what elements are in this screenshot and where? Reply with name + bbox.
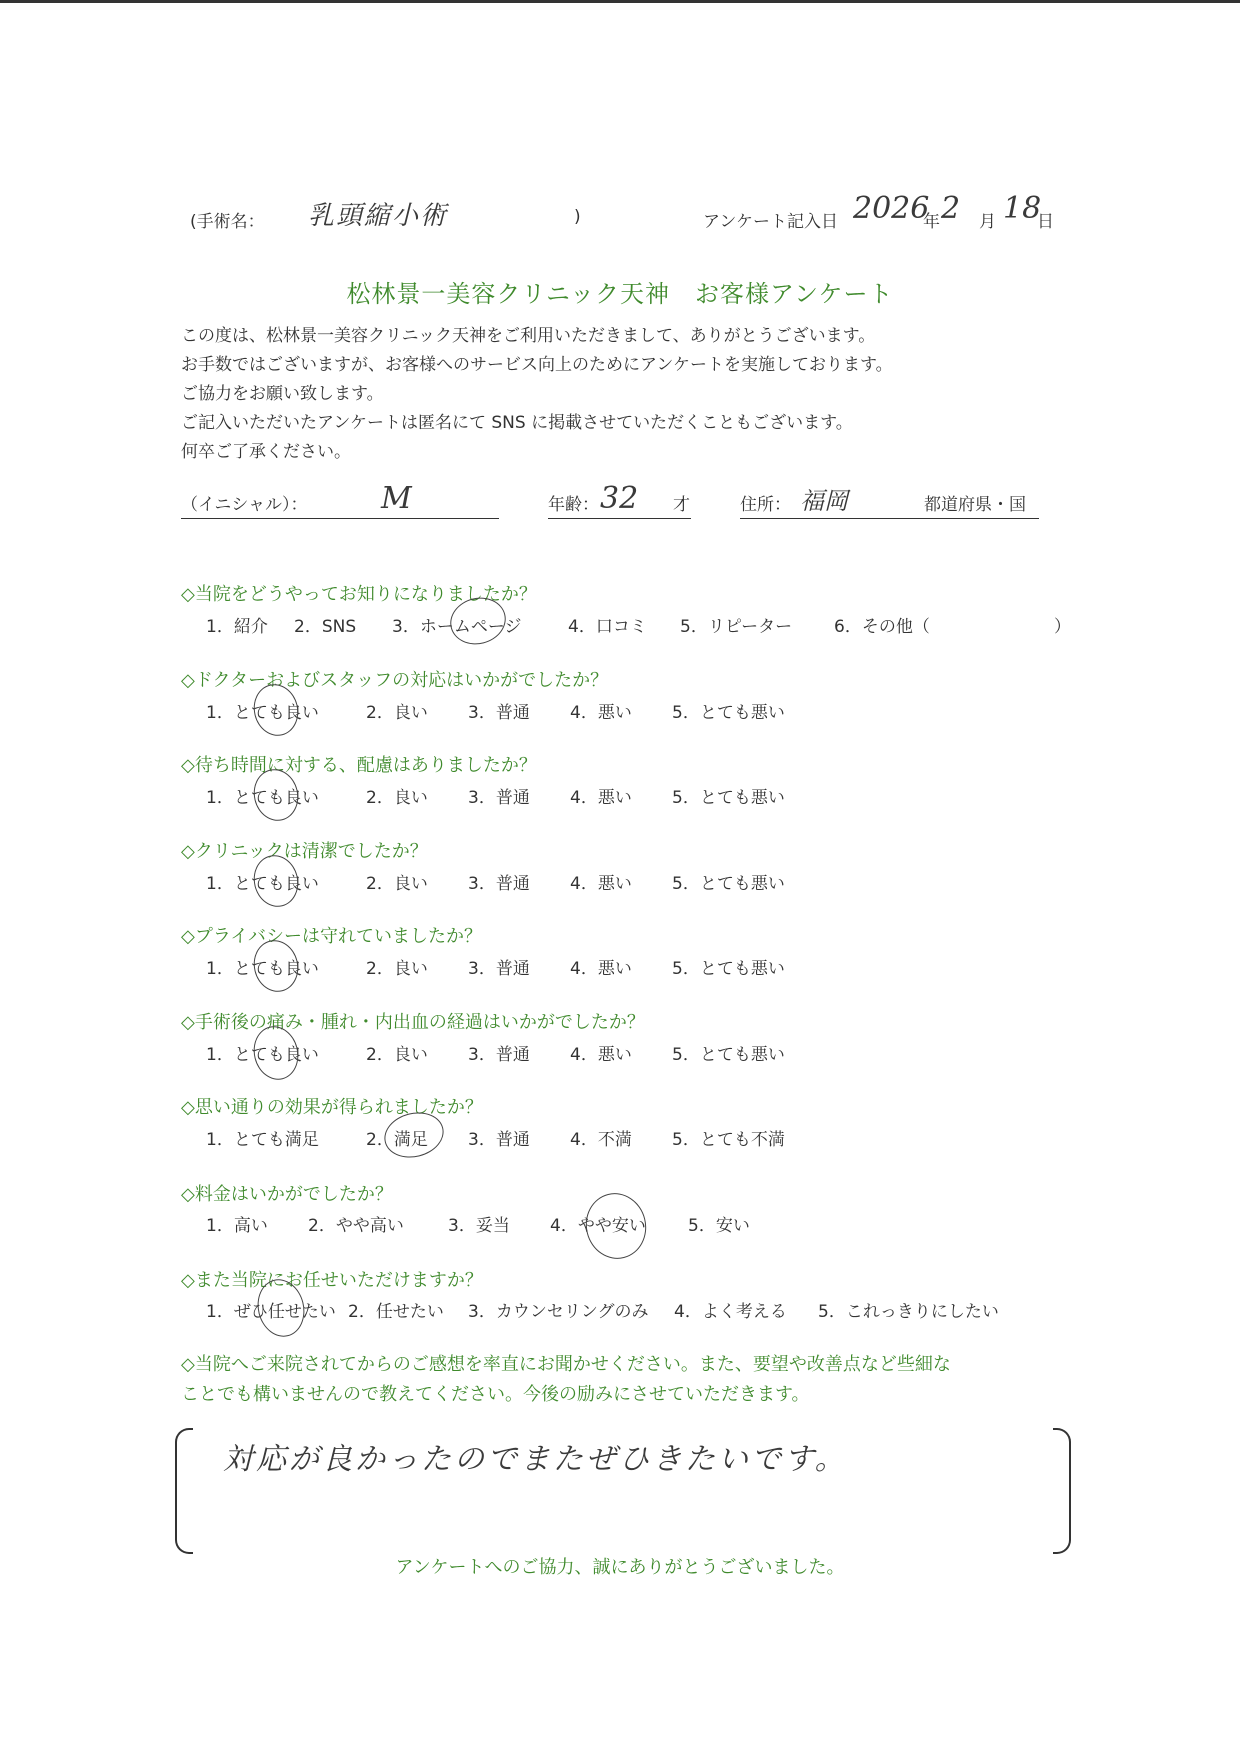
option: 6．その他（ bbox=[834, 617, 930, 637]
option: 2．良い bbox=[366, 874, 428, 894]
age-value: 32 bbox=[600, 481, 639, 516]
option: 3．普通 bbox=[468, 959, 530, 979]
question-1: ◇当院をどうやってお知りになりましたか？ bbox=[181, 584, 537, 605]
option: 3．妥当 bbox=[448, 1216, 510, 1236]
option: 3．ホームページ bbox=[392, 617, 522, 637]
free-question-line: ことでも構いませんので教えてください。今後の励みにさせていただきます。 bbox=[181, 1384, 810, 1405]
free-comment-answer: 対応が良かったのでまたぜひきたいです。 bbox=[223, 1442, 848, 1477]
option: 2．SNS bbox=[294, 617, 357, 637]
question-3: ◇待ち時間に対する、配慮はありましたか？ bbox=[181, 755, 537, 776]
intro-line: 何卒ご了承ください。 bbox=[181, 442, 351, 462]
intro-line: ご協力をお願い致します。 bbox=[181, 384, 384, 404]
question-6: ◇手術後の痛み・腫れ・内出血の経過はいかがでしたか？ bbox=[181, 1012, 645, 1033]
selection-circle bbox=[579, 1187, 653, 1266]
option: 5．リピーター bbox=[680, 617, 793, 637]
thanks-message: アンケートへのご協力、誠にありがとうございました。 bbox=[395, 1557, 845, 1578]
intro-text bbox=[181, 322, 893, 467]
option: 4．悪い bbox=[570, 788, 632, 808]
option: 5．とても不満 bbox=[672, 1130, 785, 1150]
question-5: ◇プライバシーは守れていましたか？ bbox=[181, 926, 482, 947]
option: 3．カウンセリングのみ bbox=[468, 1302, 649, 1322]
option: 1．ぜひ任せたい bbox=[206, 1302, 336, 1322]
age-unit: 才 bbox=[673, 495, 690, 515]
date-label: アンケート記入日 bbox=[703, 212, 838, 232]
initial-label: （イニシャル）： bbox=[181, 495, 308, 515]
survey-title: 松林景一美容クリニック天神 お客様アンケート bbox=[346, 280, 894, 308]
option: 4．悪い bbox=[570, 959, 632, 979]
question-9: ◇また当院にお任せいただけますか？ bbox=[181, 1270, 483, 1291]
intro-line: お手数ではございますが、お客様へのサービス向上のためにアンケートを実施しております。 bbox=[181, 355, 893, 375]
option: 1．高い bbox=[206, 1216, 268, 1236]
option: 1．とても良い bbox=[206, 703, 319, 723]
month-unit: 月 bbox=[979, 212, 996, 232]
option: 4．やや安い bbox=[550, 1216, 646, 1236]
option: 2．良い bbox=[366, 959, 428, 979]
option: 1．とても満足 bbox=[206, 1130, 319, 1150]
option: 4．悪い bbox=[570, 874, 632, 894]
option: 1．紹介 bbox=[206, 617, 268, 637]
question-4: ◇クリニックは清潔でしたか？ bbox=[181, 841, 428, 862]
option: 1．とても良い bbox=[206, 788, 319, 808]
option: 2．良い bbox=[366, 1045, 428, 1065]
option: 1．とても良い bbox=[206, 1045, 319, 1065]
address-value: 福岡 bbox=[800, 487, 848, 515]
option: 5．とても悪い bbox=[672, 959, 785, 979]
option: 3．普通 bbox=[468, 874, 530, 894]
option: 3．普通 bbox=[468, 703, 530, 723]
question-7: ◇思い通りの効果が得られましたか？ bbox=[181, 1097, 483, 1118]
option: 3．普通 bbox=[468, 1045, 530, 1065]
option: 5．とても悪い bbox=[672, 874, 785, 894]
option: 5．とても悪い bbox=[672, 1045, 785, 1065]
option: 4．悪い bbox=[570, 1045, 632, 1065]
scan-edge bbox=[0, 0, 1240, 3]
option: 4．不満 bbox=[570, 1130, 632, 1150]
option: 4．口コミ bbox=[568, 617, 647, 637]
option: 2．満足 bbox=[366, 1130, 428, 1150]
age-field bbox=[548, 481, 691, 519]
option: 1．とても良い bbox=[206, 874, 319, 894]
option: 2．任せたい bbox=[348, 1302, 444, 1322]
date-day: 18 bbox=[1003, 191, 1042, 226]
option: 5．とても悪い bbox=[672, 788, 785, 808]
address-unit: 都道府県・国 bbox=[924, 495, 1026, 515]
intro-line: ご記入いただいたアンケートは匿名にて SNS に掲載させていただくこともございます。 bbox=[181, 413, 853, 433]
right-bracket bbox=[1053, 1428, 1071, 1554]
option: 3．普通 bbox=[468, 788, 530, 808]
left-bracket bbox=[175, 1428, 193, 1554]
option: 5．安い bbox=[688, 1216, 750, 1236]
free-comment-box bbox=[175, 1428, 1071, 1550]
option: 5．これっきりにしたい bbox=[818, 1302, 999, 1322]
date-month: 2 bbox=[941, 191, 961, 226]
initial-value: M bbox=[381, 481, 412, 516]
initial-field bbox=[181, 481, 499, 519]
address-label: 住所： bbox=[740, 495, 791, 515]
year-unit: 年 bbox=[923, 212, 940, 232]
option: 5．とても悪い bbox=[672, 703, 785, 723]
surgery-value: 乳頭縮小術 bbox=[308, 201, 449, 231]
option: 2．良い bbox=[366, 788, 428, 808]
option: ） bbox=[1054, 617, 1071, 637]
option: 3．普通 bbox=[468, 1130, 530, 1150]
day-unit: 日 bbox=[1037, 212, 1054, 232]
free-question-line: ◇当院へご来院されてからのご感想を率直にお聞かせください。また、要望や改善点など些細な bbox=[181, 1354, 951, 1375]
date-year: 2026 bbox=[853, 191, 930, 226]
option: 4．悪い bbox=[570, 703, 632, 723]
option: 4．よく考える bbox=[674, 1302, 787, 1322]
age-label: 年齢： bbox=[548, 495, 599, 515]
option: 1．とても良い bbox=[206, 959, 319, 979]
address-field bbox=[740, 488, 1039, 519]
option: 2．良い bbox=[366, 703, 428, 723]
question-2: ◇ドクターおよびスタッフの対応はいかがでしたか？ bbox=[181, 670, 609, 691]
surgery-label: (手術名： bbox=[190, 212, 265, 232]
intro-line: この度は、松林景一美容クリニック天神をご利用いただきまして、ありがとうございます。 bbox=[181, 326, 876, 346]
free-comment-question bbox=[181, 1350, 951, 1410]
surgery-close-paren: ) bbox=[574, 207, 581, 227]
question-8: ◇料金はいかがでしたか？ bbox=[181, 1184, 393, 1205]
option: 2．やや高い bbox=[308, 1216, 404, 1236]
